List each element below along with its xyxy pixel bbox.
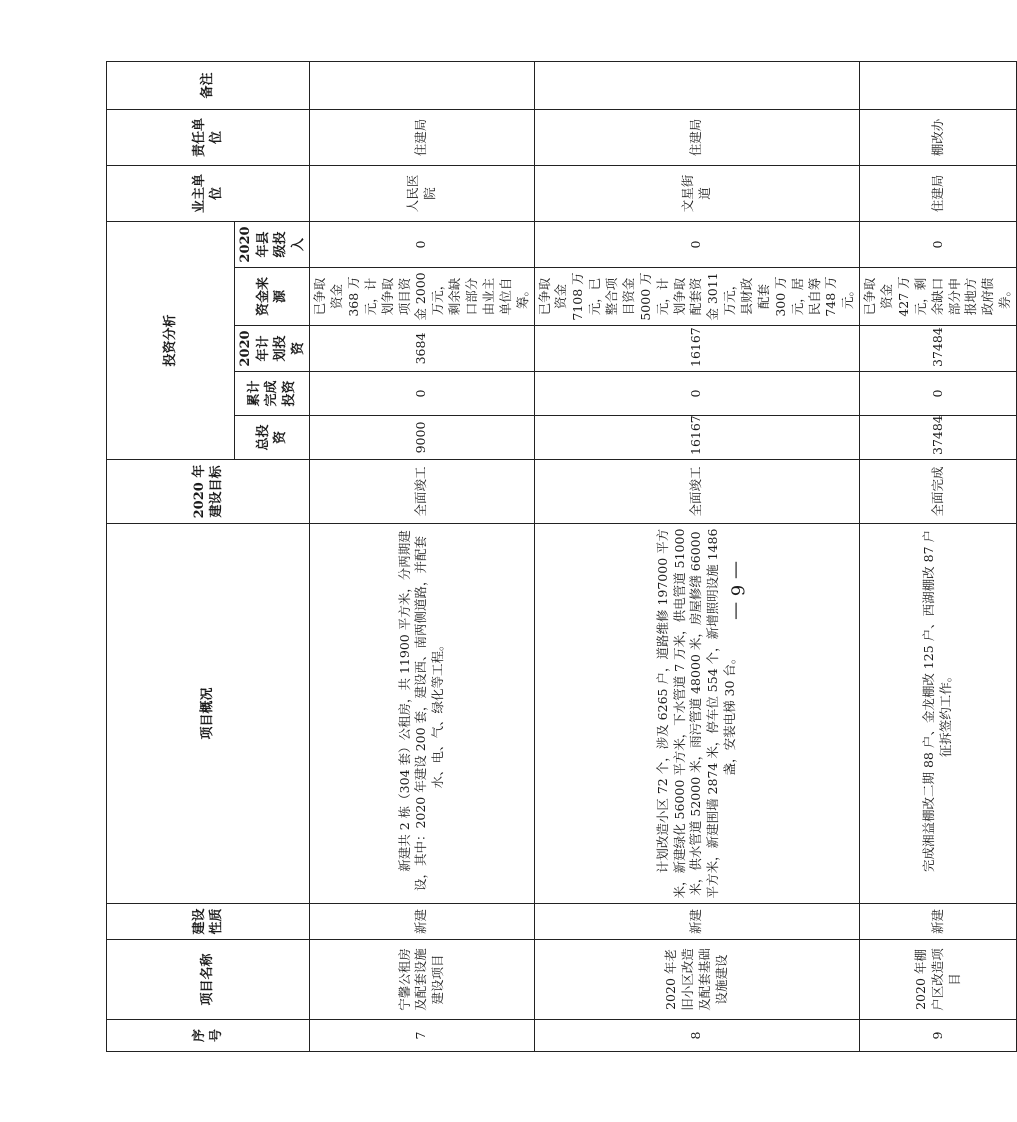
cell-seq: 8 <box>534 1020 860 1052</box>
header-invest-group: 投资分析 <box>107 222 235 460</box>
header-nature: 建设性质 <box>107 904 310 940</box>
cell-plan: 37484 <box>860 326 1017 372</box>
cell-seq: 7 <box>310 1020 534 1052</box>
cell-remark <box>860 62 1017 110</box>
cell-total: 16167 <box>534 416 860 460</box>
cell-overview: 完成湘益棚改二期 88 户、金龙棚改 125 户、西湖棚改 87 户征拆签约工作。 <box>860 524 1017 904</box>
header-source: 资金来源 <box>235 268 310 326</box>
cell-nature: 新建 <box>860 904 1017 940</box>
cell-owner: 人民医院 <box>310 166 534 222</box>
cell-nature: 新建 <box>310 904 534 940</box>
cell-resp: 棚改办 <box>860 110 1017 166</box>
cell-remark <box>534 62 860 110</box>
cell-seq: 9 <box>860 1020 1017 1052</box>
cell-resp: 住建局 <box>534 110 860 166</box>
header-target: 2020 年建设目标 <box>107 460 310 524</box>
header-row-1 <box>107 62 235 1052</box>
cell-completed: 0 <box>310 372 534 416</box>
rotated-table-stage <box>106 62 1013 1052</box>
cell-remark <box>310 62 534 110</box>
cell-nature: 新建 <box>534 904 860 940</box>
header-remark: 备注 <box>107 62 310 110</box>
table-row <box>534 62 860 1052</box>
cell-source: 已争取资金 368 万元，计划争取项目资金 2000 万元，剩余缺口部分由业主单位自筹。 <box>310 268 534 326</box>
cell-completed: 0 <box>534 372 860 416</box>
cell-owner: 住建局 <box>860 166 1017 222</box>
table-row <box>310 62 534 1052</box>
cell-name: 2020 年老旧小区改造及配套基础设施建设 <box>534 940 860 1020</box>
cell-source: 已争取资金 7108 万元，已整合项目资金 5000 万元，计划争取配套资金 3011 万元，县财政配套 300 万元，居民自筹 748 万元。 <box>534 268 860 326</box>
header-total: 总投资 <box>235 416 310 460</box>
cell-overview: 计划改造小区 72 个，涉及 6265 户，道路维修 197000 平方米，新建绿化 56000 平方米，下水管道 7 万米，供电管道 51000 米，供水管道 52000 米，雨污管道 48000 米，房屋修缮 66000 平方米，新建围墙 2874 米，停车位 554 个，新增照明设施 1486 盏，安装电梯 30 台。 <box>534 524 860 904</box>
cell-target: 全面完成 <box>860 460 1017 524</box>
header-seq: 序号 <box>107 1020 310 1052</box>
cell-total: 9000 <box>310 416 534 460</box>
cell-owner: 文星街道 <box>534 166 860 222</box>
cell-target: 全面竣工 <box>310 460 534 524</box>
cell-source: 已争取资金 427 万元，剩余缺口部分申报地方政府债券。 <box>860 268 1017 326</box>
cell-county: 0 <box>310 222 534 268</box>
cell-plan: 16167 <box>534 326 860 372</box>
cell-resp: 住建局 <box>310 110 534 166</box>
cell-completed: 0 <box>860 372 1017 416</box>
header-plan: 2020 年计划投资 <box>235 326 310 372</box>
cell-name: 2020 年棚户区改造项目 <box>860 940 1017 1020</box>
header-county: 2020 年县级投入 <box>235 222 310 268</box>
header-overview: 项目概况 <box>107 524 310 904</box>
cell-plan: 3684 <box>310 326 534 372</box>
cell-name: 宁馨公租房及配套设施建设项目 <box>310 940 534 1020</box>
header-name: 项目名称 <box>107 940 310 1020</box>
cell-county: 0 <box>534 222 860 268</box>
table-row <box>860 62 1017 1052</box>
cell-county: 0 <box>860 222 1017 268</box>
cell-overview: 新建共 2 栋（304 套）公租房，共 11900 平方米，分两期建设，其中：2020 年建设 200 套，建设西、南两侧道路，并配套水、电、气、绿化等工程。 <box>310 524 534 904</box>
cell-target: 全面竣工 <box>534 460 860 524</box>
cell-total: 37484 <box>860 416 1017 460</box>
header-owner: 业主单位 <box>107 166 310 222</box>
page-number: — 6 — <box>726 560 748 620</box>
header-resp: 责任单位 <box>107 110 310 166</box>
header-completed: 累计完成投资 <box>235 372 310 416</box>
investment-table <box>106 61 1017 1052</box>
